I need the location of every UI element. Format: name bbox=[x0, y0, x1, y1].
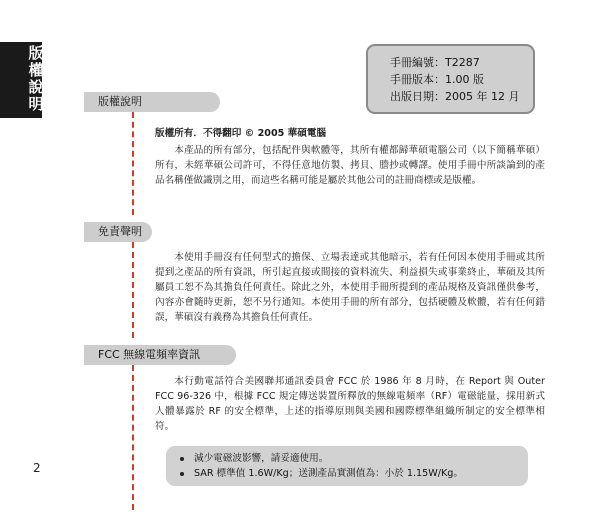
dashed-divider bbox=[132, 242, 134, 338]
copyright-heading: 版權所有．不得翻印 © 2005 華碩電腦 bbox=[155, 128, 327, 139]
section-title-copyright: 版權說明 bbox=[84, 92, 220, 112]
section-title-fcc: FCC 無線電頻率資訊 bbox=[84, 345, 236, 365]
disclaimer-body: 本使用手冊沒有任何型式的擔保、立場表達或其他暗示，若有任何因本使用手冊或其所提到之產品的所有資訊，所引起直接或間接的資料流失、利益損失或事業終止，華碩及其所屬員工恕不為其擔負任何責任。除此之外，本使用手冊所提到的產品規格及資訊僅供參考，內容亦會隨時更新，恕不另行通知。本使用手冊的所有部分，包括硬體及軟體，若有任何錯誤，華碩沒有義務為其擔負任何責任。 bbox=[155, 252, 545, 323]
copyright-body: 本產品的所有部分，包括配件與軟體等，其所有權都歸華碩電腦公司（以下簡稱華碩）所有，未經華碩公司許可，不得任意地仿製、拷貝、謄抄或轉譯。使用手冊中所談論到的產品名稱僅做識別之用，而這些名稱可能是屬於其他公司的註冊商標或是版權。 bbox=[155, 145, 545, 186]
manual-version: 手冊版本：1.00 版 bbox=[390, 73, 484, 86]
list-item: SAR 標準值 1.6W/Kg；送測產品實測值為：小於 1.15W/Kg。 bbox=[176, 466, 528, 481]
publish-date: 出版日期：2005 年 12 月 bbox=[390, 90, 520, 103]
manual-info-box bbox=[366, 44, 535, 114]
copyright-content bbox=[155, 126, 545, 188]
manual-number: 手冊編號：T2287 bbox=[390, 56, 480, 69]
dashed-divider bbox=[132, 112, 134, 215]
disclaimer-content bbox=[155, 250, 545, 325]
section-title-disclaimer: 免責聲明 bbox=[84, 222, 152, 242]
dashed-divider bbox=[132, 365, 134, 510]
fcc-bullet-box bbox=[166, 446, 528, 486]
list-item: 減少電磁波影響，請妥適使用。 bbox=[176, 451, 528, 466]
side-tab-label: 版權說明 bbox=[28, 44, 44, 113]
fcc-content bbox=[155, 374, 545, 434]
fcc-body: 本行動電話符合美國聯邦通訊委員會 FCC 於 1986 年 8 月時，在 Report 與 Outer FCC 96-326 中，根據 FCC 規定傳送裝置所釋放的無線電頻率（RF）電磁能量，採用新式人體暴露於 RF 的安全標準，上述的指導原則與美國和國際標準組織所制定的安全標準相符。 bbox=[155, 376, 545, 432]
page-number: 2 bbox=[33, 461, 41, 475]
